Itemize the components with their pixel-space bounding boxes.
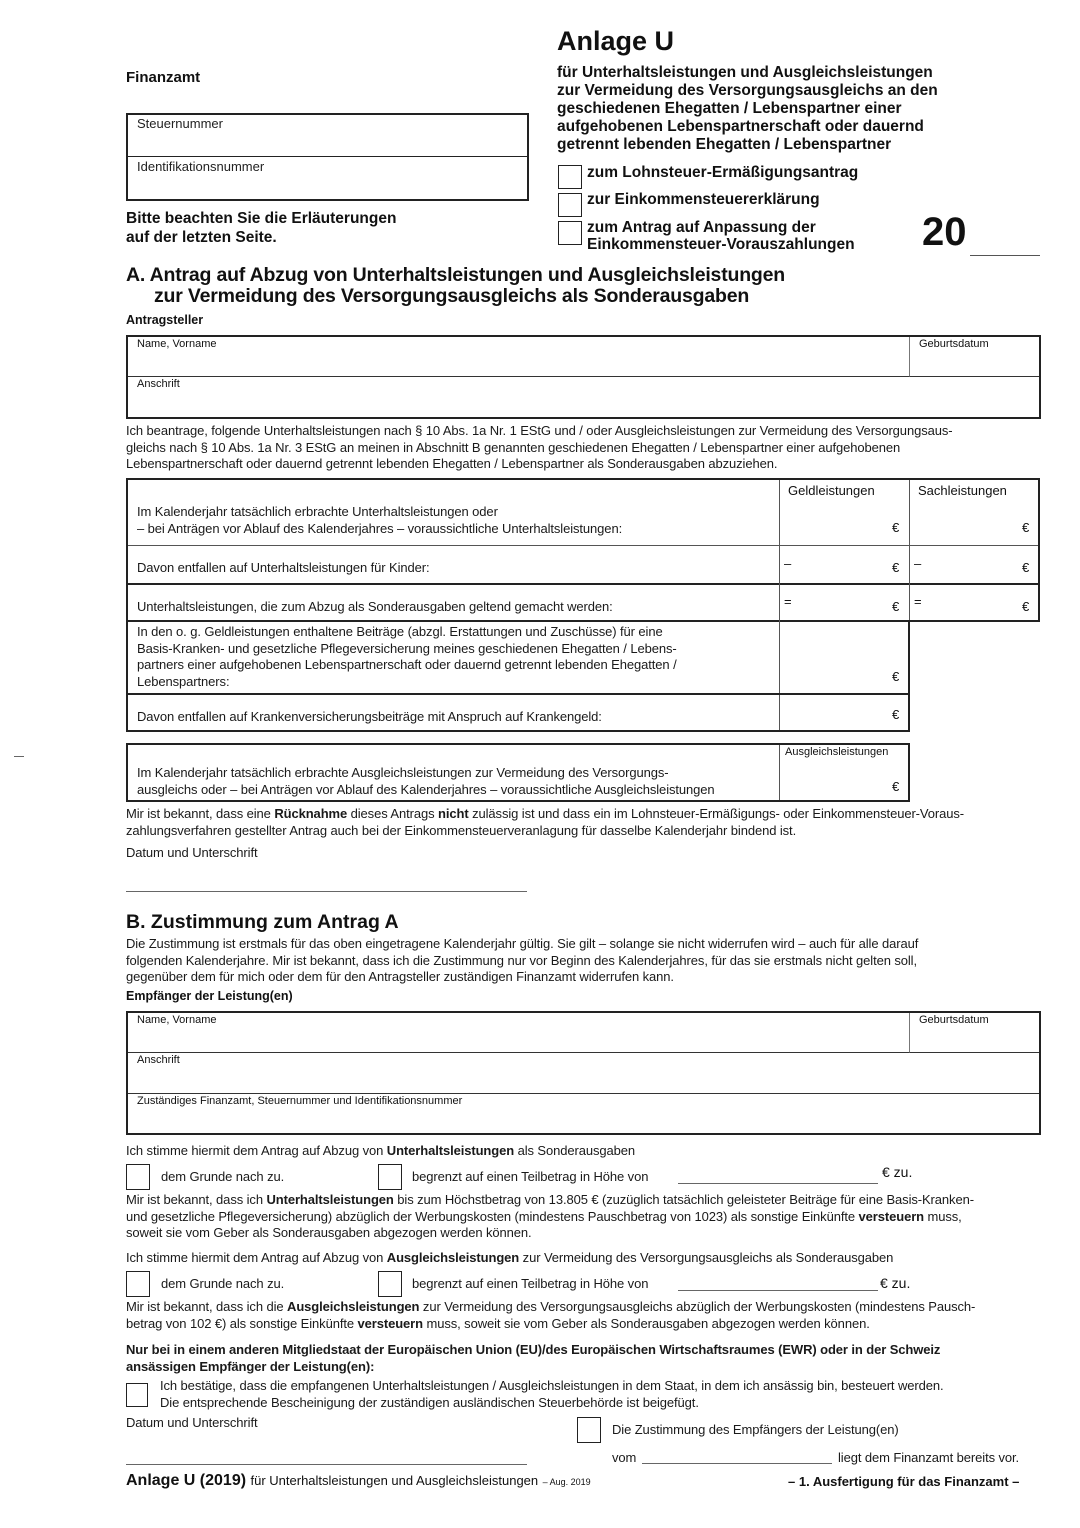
consent-text: zur Vermeidung des Versorgungsausgleichs als Sonderausgaben [519, 1250, 894, 1265]
checkbox-einkommensteuererklaerung[interactable] [558, 193, 582, 217]
consent-bold: Unterhaltsleistungen [386, 1143, 515, 1158]
option-grundsaetzlich-label: dem Grunde nach zu. [161, 1276, 285, 1291]
intro-line: Die Zustimmung ist erstmals für das oben eingetragene Kalenderjahr gültig. Sie gilt – solange sie nicht widerrufen wird – auch für alle darauf [126, 936, 919, 951]
row-line: Im Kalenderjahr tatsächlich erbrachte Unterhaltsleistungen oder [137, 504, 498, 519]
name-label: Name, Vorname [137, 1014, 217, 1026]
ausgleich-row-text [137, 765, 715, 798]
eu-confirmation-text [160, 1378, 944, 1411]
hint-line-1: Bitte beachten Sie die Erläuterungen [126, 210, 397, 227]
consent-text: als Sonderausgaben [514, 1143, 636, 1158]
consent-ausgleich-statement [126, 1250, 893, 1267]
row-2-sach-input[interactable] [910, 546, 1038, 582]
subtitle-line: geschiedenen Ehegatten / Lebenspartner einer [557, 100, 902, 117]
equals-sign: = [914, 594, 922, 609]
kv-line: In den o. g. Geldleistungen enthaltene Beiträge (abzgl. Erstattungen und Zuschüsse) für eine [137, 624, 663, 639]
checkbox-anpassung-vorauszahlungen[interactable] [558, 221, 582, 245]
euro-symbol: € [1022, 560, 1030, 575]
ausgleich-input[interactable] [780, 761, 908, 800]
info-text: zur Vermeidung des Versorgungsausgleichs abzüglich der Werbungskosten (mindestens Pausch- [419, 1299, 976, 1314]
row-1-text [137, 504, 622, 537]
heading-line: A. Antrag auf Abzug von Unterhaltsleistungen und Ausgleichsleistungen [126, 264, 785, 286]
year-prefix: 20 [922, 210, 967, 254]
eu-heading-line: ansässigen Empfänger der Leistung(en): [126, 1358, 375, 1374]
steuernummer-field[interactable] [128, 115, 527, 157]
row-3-geld-input[interactable] [780, 585, 908, 620]
recipient-address-field[interactable] [128, 1053, 1039, 1094]
checkbox-ausgleich-grundsaetzlich[interactable] [126, 1271, 150, 1297]
notice-line: zahlungsverfahren gestellter Antrag auch bei der Einkommensteuerveranlagung für dasselbe Kalenderjahr bindend ist. [126, 822, 797, 838]
health-insurance-table [126, 620, 910, 732]
checkbox-prior-consent[interactable] [577, 1417, 601, 1443]
row-3-text: Unterhaltsleistungen, die zum Abzug als Sonderausgaben geltend gemacht werden: [137, 599, 613, 614]
consent-bold: Ausgleichsleistungen [386, 1250, 520, 1265]
kv-row-2-text: Davon entfallen auf Krankenversicherungsbeiträge mit Anspruch auf Krankengeld: [137, 709, 602, 724]
request-line: gleichs nach § 10 Abs. 1a Nr. 3 EStG an meinen in Abschnitt B genannten geschiedenen Ehegatten / Lebenspartner einer aufgehobenen [126, 439, 901, 455]
eu-confirm-line: Ich bestätige, dass die empfangenen Unterhaltsleistungen / Ausgleichsleistungen in dem Staat, in dem ich ansässig bin, besteuert werden. [160, 1378, 944, 1393]
footer-copy-note: – 1. Ausfertigung für das Finanzamt – [788, 1474, 1020, 1489]
subtitle-line: getrennt lebenden Ehegatten / Lebenspartner [557, 136, 892, 153]
applicant-address-field[interactable] [128, 377, 1039, 417]
applicant-label: Antragsteller [126, 313, 204, 327]
prior-consent-date-input[interactable] [642, 1446, 832, 1464]
consent-text: Ich stimme hiermit dem Antrag auf Abzug von [126, 1250, 387, 1265]
subtitle-line: zur Vermeidung des Versorgungsausgleichs an den [557, 82, 938, 99]
euro-symbol: € [1022, 599, 1030, 614]
request-line: Lebenspartnerschaft oder dauernd getrennt lebenden Ehegatten / Lebenspartner als Sonderausgaben abzuziehen. [126, 456, 778, 471]
compensation-table [126, 743, 910, 802]
notice-bold: Rücknahme [274, 806, 348, 821]
row-2-text: Davon entfallen auf Unterhaltsleistungen für Kinder: [137, 560, 430, 575]
finanzamt-info-label: Zuständiges Finanzamt, Steuernummer und Identifikationsnummer [137, 1095, 463, 1107]
option-teilbetrag-label: begrenzt auf einen Teilbetrag in Höhe von [412, 1169, 649, 1184]
subtitle-line: für Unterhaltsleistungen und Ausgleichsleistungen [557, 64, 933, 81]
option-line: zum Antrag auf Anpassung der [587, 219, 816, 236]
info-text: muss, soweit sie vom Geber als Sonderausgaben abgezogen werden können. [422, 1315, 870, 1331]
checkbox-eu-confirmation[interactable] [126, 1383, 148, 1407]
recipient-finanzamt-field[interactable] [128, 1094, 1039, 1133]
intro-line: folgenden Kalenderjahre. Mir ist bekannt, dass ich die Zustimmung nur vor Beginn des Kalenderjahres, für das sie erstmals nicht gelten soll, [126, 952, 917, 968]
euro-symbol: € [892, 669, 900, 684]
euro-symbol: € [1022, 520, 1030, 535]
prior-consent-suffix: liegt dem Finanzamt bereits vor. [838, 1450, 1020, 1465]
section-a-heading [126, 265, 785, 307]
heading-line: zur Vermeidung des Versorgungsausgleichs als Sonderausgaben [154, 285, 750, 307]
signature-field-a[interactable] [126, 860, 527, 892]
col-header-ausgleich: Ausgleichsleistungen [785, 746, 889, 758]
checkbox-lohnsteuer-ermaessigung[interactable] [558, 165, 582, 189]
prior-consent-label: Die Zustimmung des Empfängers der Leistung(en) [612, 1422, 899, 1437]
year-input[interactable] [970, 232, 1040, 256]
birth-label: Geburtsdatum [919, 1014, 989, 1026]
option-grundsaetzlich-label: dem Grunde nach zu. [161, 1169, 285, 1184]
recipient-birthdate-field[interactable] [910, 1013, 1039, 1053]
equals-sign: = [784, 594, 792, 609]
footer-form-date: – Aug. 2019 [542, 1477, 591, 1487]
signature-field-b[interactable] [126, 1430, 527, 1465]
eu-heading-line: Nur bei in einem anderen Mitgliedstaat der Europäischen Union (EU)/des Europäischen Wirtschaftsraumes (EWR) oder in der Schweiz [126, 1342, 941, 1357]
euro-zu-label: € zu. [882, 1164, 913, 1180]
row-line: – bei Anträgen vor Ablauf des Kalenderjahres – voraussichtliche Unterhaltsleistungen: [137, 520, 623, 536]
euro-symbol: € [892, 707, 900, 722]
recipient-box [126, 1011, 1041, 1135]
notice-text: dieses Antrags [347, 806, 439, 821]
row-3-sach-input[interactable] [910, 585, 1038, 620]
idnr-label: Identifikationsnummer [137, 159, 265, 174]
footer-form-name: Anlage U (2019) [126, 1472, 247, 1489]
row-1-geld-input[interactable] [780, 500, 908, 544]
applicant-birthdate-field[interactable] [910, 337, 1039, 377]
option-teilbetrag-label: begrenzt auf einen Teilbetrag in Höhe von [412, 1276, 649, 1291]
option-label-vorauszahlungen [587, 219, 855, 253]
hint-line-2: auf der letzten Seite. [126, 229, 277, 246]
withdrawal-notice [126, 806, 1056, 839]
teilbetrag-unterhalt-input[interactable] [678, 1166, 878, 1184]
option-label-lohnsteuer: zum Lohnsteuer-Ermäßigungsantrag [587, 164, 859, 181]
kv-line: Lebenspartners: [137, 673, 230, 689]
info-text: betrag von 102 €) als sonstige Einkünfte [126, 1315, 358, 1331]
subtitle-line: aufgehobenen Lebenspartnerschaft oder dauernd [557, 118, 924, 135]
finanzamt-label: Finanzamt [126, 69, 201, 86]
checkbox-unterhalt-teilbetrag[interactable] [378, 1164, 402, 1190]
euro-symbol: € [892, 560, 900, 575]
intro-line: gegenüber dem für mich oder dem für den Antragsteller zuständigen Finanzamt widerrufen kann. [126, 969, 674, 984]
form-subtitle [557, 64, 938, 154]
euro-zu-label: € zu. [880, 1275, 911, 1291]
col-header-geld: Geldleistungen [788, 483, 875, 498]
birth-label: Geburtsdatum [919, 338, 989, 350]
steuernummer-label: Steuernummer [137, 116, 223, 131]
minus-sign: – [914, 556, 922, 571]
notice-text: zulässig ist und dass ein im Lohnsteuer-Ermäßigungs- oder Einkommensteuer-Voraus- [468, 806, 965, 821]
margin-fold-mark [14, 756, 24, 757]
maintenance-table [126, 478, 1040, 622]
prior-consent-vom: vom [612, 1450, 637, 1465]
info-text: Mir ist bekannt, dass ich die [126, 1299, 288, 1314]
request-text [126, 423, 1056, 473]
applicant-box [126, 335, 1041, 419]
kv-basis-input[interactable] [780, 620, 908, 692]
euro-symbol: € [892, 520, 900, 535]
name-label: Name, Vorname [137, 338, 217, 350]
tax-id-box [126, 113, 529, 201]
signature-label-a: Datum und Unterschrift [126, 845, 258, 860]
kv-row-1-text [137, 624, 677, 690]
address-label: Anschrift [137, 1054, 180, 1066]
euro-symbol: € [892, 599, 900, 614]
request-line: Ich beantrage, folgende Unterhaltsleistungen nach § 10 Abs. 1a Nr. 1 EStG und / oder Ausgleichsleistungen zur Vermeidung des Versorgungsaus- [126, 423, 953, 438]
info-bold: Ausgleichsleistungen [287, 1299, 420, 1314]
kv-line: partners einer aufgehobenen Lebenspartnerschaft oder dauernd getrennt lebenden Ehegatten / [137, 657, 677, 672]
notice-text: Mir ist bekannt, dass eine [126, 806, 275, 821]
row-1-sach-input[interactable] [910, 500, 1038, 544]
option-line: Einkommensteuer-Vorauszahlungen [587, 236, 855, 253]
kv-line: Basis-Kranken- und gesetzliche Pflegeversicherung meines geschiedenen Ehegatten / Lebens- [137, 640, 677, 656]
ausgleich-line: Im Kalenderjahr tatsächlich erbrachte Ausgleichsleistungen zur Vermeidung des Versorgungs- [137, 765, 669, 780]
minus-sign: – [784, 556, 792, 571]
checkbox-ausgleich-teilbetrag[interactable] [378, 1271, 402, 1297]
section-b-heading: B. Zustimmung zum Antrag A [126, 911, 399, 933]
recipient-name-field[interactable] [128, 1013, 910, 1053]
info-text: Mir ist bekannt, dass ich [126, 1192, 267, 1207]
consent-unterhalt-statement [126, 1143, 635, 1160]
notice-bold: nicht [438, 806, 469, 821]
checkbox-unterhalt-grundsaetzlich[interactable] [126, 1164, 150, 1190]
tax-info-ausgleich [126, 1299, 1056, 1332]
identifikationsnummer-field[interactable] [128, 158, 527, 199]
consent-text: Ich stimme hiermit dem Antrag auf Abzug von [126, 1143, 387, 1158]
row-2-geld-input[interactable] [780, 546, 908, 582]
info-bold: Unterhaltsleistungen [266, 1192, 394, 1207]
eu-confirm-line: Die entsprechende Bescheinigung der zuständigen ausländischen Steuerbehörde ist beigefügt. [160, 1394, 699, 1410]
info-bold: versteuern [858, 1208, 924, 1224]
info-text: und gesetzliche Pflegeversicherung) abzüglich der Werbungskosten (mindestens Pauschbetrag von 1023) als sonstige Einkünfte [126, 1208, 859, 1224]
kv-krankengeld-input[interactable] [780, 695, 908, 730]
option-label-est-erklaerung: zur Einkommensteuererklärung [587, 191, 820, 208]
ausgleich-line: ausgleichs oder – bei Anträgen vor Ablauf des Kalenderjahres – voraussichtliche Ausgleichsleistungen [137, 781, 715, 797]
signature-label-b: Datum und Unterschrift [126, 1415, 258, 1430]
address-label: Anschrift [137, 378, 180, 390]
euro-symbol: € [892, 779, 900, 794]
info-text: bis zum Höchstbetrag von 13.805 € (zuzüglich tatsächlich geleisteter Beiträge für eine Basis-Kranken- [393, 1192, 974, 1207]
tax-info-unterhalt [126, 1192, 1056, 1242]
footer-form-info [126, 1472, 591, 1490]
applicant-name-field[interactable] [128, 337, 910, 377]
info-text: muss, [924, 1208, 962, 1224]
form-title: Anlage U [557, 26, 675, 56]
teilbetrag-ausgleich-input[interactable] [678, 1273, 878, 1291]
col-header-sach: Sachleistungen [918, 483, 1007, 498]
info-bold: versteuern [357, 1315, 423, 1331]
footer-form-desc: für Unterhaltsleistungen und Ausgleichsleistungen [250, 1473, 539, 1488]
eu-heading [126, 1342, 1056, 1375]
instructions-hint [126, 209, 396, 247]
consent-intro [126, 936, 1056, 986]
recipient-label: Empfänger der Leistung(en) [126, 989, 293, 1003]
info-line: soweit sie vom Geber als Sonderausgaben abgezogen werden können. [126, 1225, 532, 1240]
